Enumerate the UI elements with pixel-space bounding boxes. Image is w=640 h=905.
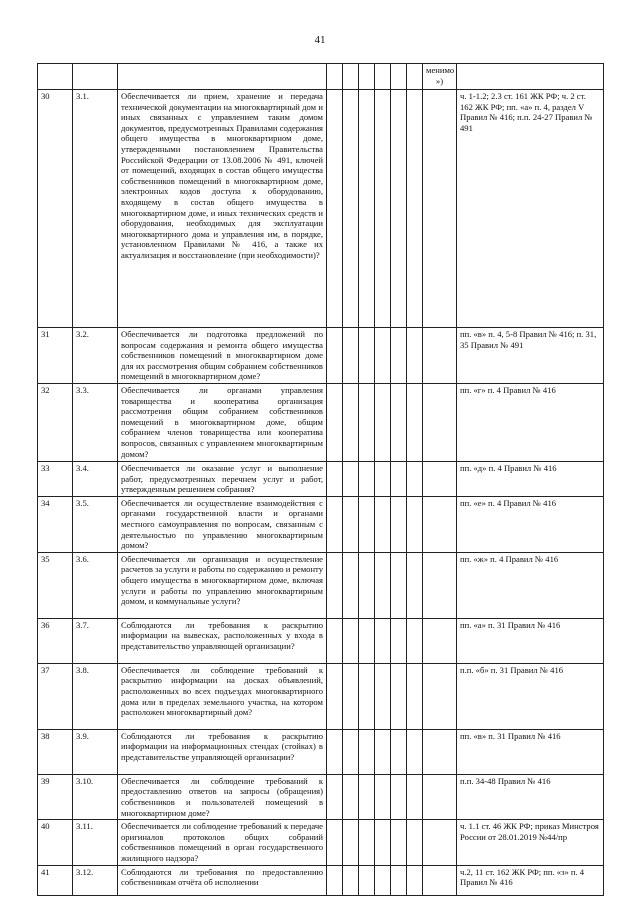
answer-cell xyxy=(391,90,407,328)
question-cell: Обеспечивается ли соблюдение требований к передаче оригиналов протоколов общих собраний собственников помещений в орган государственного жилищного надзора? xyxy=(118,820,327,865)
item-number-cell: 3.3. xyxy=(73,384,118,462)
row-number-cell: 36 xyxy=(38,618,73,663)
answer-cell xyxy=(391,618,407,663)
note-cell xyxy=(423,618,457,663)
item-number-cell: 3.4. xyxy=(73,462,118,497)
answer-cell xyxy=(391,328,407,384)
item-number-cell: 3.9. xyxy=(73,729,118,774)
table-row xyxy=(38,774,604,819)
answer-cell xyxy=(359,663,375,729)
header-note-cell: менимо ») xyxy=(423,64,457,90)
answer-cell xyxy=(391,820,407,865)
answer-cell xyxy=(407,328,423,384)
question-cell: Обеспечивается ли организация и осуществление расчетов за услуги и работы по содержанию и ремонту общего имущества в многоквартирном доме, включая услуги и работы по управлению многоквартирным домом, и коммунальные услуги? xyxy=(118,552,327,618)
table-row xyxy=(38,552,604,618)
answer-cell xyxy=(359,865,375,895)
answer-cell xyxy=(327,90,343,328)
question-cell: Обеспечивается ли подготовка предложений по вопросам содержания и ремонта общего имущества собственников помещений в многоквартирном доме для их рассмотрения общим собранием собственников помещений в многоквартирном доме? xyxy=(118,328,327,384)
reference-cell: пп. «д» п. 4 Правил № 416 xyxy=(457,462,604,497)
answer-cell xyxy=(391,865,407,895)
answer-cell xyxy=(327,384,343,462)
note-cell xyxy=(423,729,457,774)
answer-cell xyxy=(375,328,391,384)
row-number-cell: 34 xyxy=(38,496,73,552)
answer-cell xyxy=(327,774,343,819)
question-cell: Обеспечивается ли соблюдение требований к предоставлению ответов на запросы (обращения) собственников и пользователей помещений в многоквартирном доме? xyxy=(118,774,327,819)
reference-cell: пп. «е» п. 4 Правил № 416 xyxy=(457,496,604,552)
row-number-cell: 31 xyxy=(38,328,73,384)
answer-cell xyxy=(343,384,359,462)
answer-cell xyxy=(375,552,391,618)
row-number-cell: 39 xyxy=(38,774,73,819)
answer-cell xyxy=(327,552,343,618)
answer-cell xyxy=(375,865,391,895)
reference-cell: п.п. 34-48 Правил № 416 xyxy=(457,774,604,819)
row-number-cell: 40 xyxy=(38,820,73,865)
answer-cell xyxy=(407,774,423,819)
answer-cell xyxy=(407,820,423,865)
answer-cell xyxy=(407,865,423,895)
answer-cell xyxy=(407,618,423,663)
table-row xyxy=(38,462,604,497)
reference-cell: ч. 1.1 ст. 46 ЖК РФ; приказ Минстроя России от 28.01.2019 №44/пр xyxy=(457,820,604,865)
question-cell: Соблюдаются ли требования к раскрытию информации на вывесках, расположенных у входа в представительство управляющей организации? xyxy=(118,618,327,663)
note-cell xyxy=(423,90,457,328)
table-row xyxy=(38,496,604,552)
answer-cell xyxy=(375,496,391,552)
header-cell xyxy=(359,64,375,90)
item-number-cell: 3.10. xyxy=(73,774,118,819)
answer-cell xyxy=(327,729,343,774)
checklist-table xyxy=(37,63,604,896)
answer-cell xyxy=(407,384,423,462)
item-number-cell: 3.1. xyxy=(73,90,118,328)
row-number-cell: 37 xyxy=(38,663,73,729)
question-cell: Обеспечивается ли осуществление взаимодействия с органами государственной власти и органами местного самоуправления по вопросам, связанным с деятельностью по управлению многоквартирным домом? xyxy=(118,496,327,552)
note-cell xyxy=(423,552,457,618)
question-cell: Обеспечивается ли органами управления товарищества и кооператива организация рассмотрения общим собранием собственников помещений в многоквартирном доме, общим собранием членов товарищества или кооператива вопросов, связанных с управлением многоквартирным домом? xyxy=(118,384,327,462)
table-row xyxy=(38,729,604,774)
answer-cell xyxy=(391,663,407,729)
answer-cell xyxy=(391,462,407,497)
answer-cell xyxy=(327,663,343,729)
answer-cell xyxy=(359,820,375,865)
answer-cell xyxy=(375,774,391,819)
row-number-cell: 30 xyxy=(38,90,73,328)
header-cell xyxy=(375,64,391,90)
reference-cell: ч.2, 11 ст. 162 ЖК РФ; пп. «з» п. 4 Правил № 416 xyxy=(457,865,604,895)
header-cell xyxy=(343,64,359,90)
reference-cell: п.п. «б» п. 31 Правил № 416 xyxy=(457,663,604,729)
reference-cell: пп. «ж» п. 4 Правил № 416 xyxy=(457,552,604,618)
row-number-cell: 32 xyxy=(38,384,73,462)
note-cell xyxy=(423,328,457,384)
item-number-cell: 3.2. xyxy=(73,328,118,384)
table-row xyxy=(38,618,604,663)
answer-cell xyxy=(359,328,375,384)
answer-cell xyxy=(327,618,343,663)
answer-cell xyxy=(327,328,343,384)
table-row xyxy=(38,328,604,384)
answer-cell xyxy=(375,462,391,497)
answer-cell xyxy=(343,774,359,819)
answer-cell xyxy=(375,384,391,462)
note-cell xyxy=(423,865,457,895)
answer-cell xyxy=(407,462,423,497)
answer-cell xyxy=(359,496,375,552)
note-cell xyxy=(423,663,457,729)
item-number-cell: 3.8. xyxy=(73,663,118,729)
answer-cell xyxy=(391,774,407,819)
answer-cell xyxy=(359,729,375,774)
answer-cell xyxy=(359,462,375,497)
answer-cell xyxy=(327,496,343,552)
answer-cell xyxy=(375,618,391,663)
answer-cell xyxy=(343,462,359,497)
item-number-cell: 3.5. xyxy=(73,496,118,552)
row-number-cell: 38 xyxy=(38,729,73,774)
question-cell: Обеспечивается ли прием, хранение и передача технической документации на многоквартирный дом и иных связанных с управлением таким домом документов, предусмотренных Правилами содержания общего имущества в многоквартирном доме, утвержденными постановлением Правительства Российской Федерации от 13.08.2006 № 491, ключей от помещений, входящих в состав общего имущества собственников помещений в многоквартирном доме, электронных кодов доступа к оборудованию, входящему в состав общего имущества в многоквартирном доме, и иных технических средств и оборудования, необходимых для эксплуатации многоквартирного дома и управления им, в порядке, установленном Правилами № 416, а также их актуализация и восстановление (при необходимости)? xyxy=(118,90,327,328)
header-cell xyxy=(391,64,407,90)
row-number-cell: 41 xyxy=(38,865,73,895)
header-cell xyxy=(327,64,343,90)
item-number-cell: 3.11. xyxy=(73,820,118,865)
table-row xyxy=(38,90,604,328)
table-row xyxy=(38,865,604,895)
item-number-cell: 3.7. xyxy=(73,618,118,663)
table-row xyxy=(38,384,604,462)
header-cell xyxy=(457,64,604,90)
reference-cell: пп. «в» п. 4, 5-8 Правил № 416; п. 31, 35 Правил № 491 xyxy=(457,328,604,384)
answer-cell xyxy=(343,618,359,663)
note-cell xyxy=(423,496,457,552)
answer-cell xyxy=(359,384,375,462)
header-cell xyxy=(73,64,118,90)
table-row xyxy=(38,663,604,729)
row-number-cell: 33 xyxy=(38,462,73,497)
row-number-cell: 35 xyxy=(38,552,73,618)
header-cell xyxy=(118,64,327,90)
header-row xyxy=(38,64,604,90)
answer-cell xyxy=(327,462,343,497)
answer-cell xyxy=(359,90,375,328)
item-number-cell: 3.12. xyxy=(73,865,118,895)
header-cell xyxy=(407,64,423,90)
answer-cell xyxy=(359,774,375,819)
answer-cell xyxy=(407,729,423,774)
note-cell xyxy=(423,820,457,865)
item-number-cell: 3.6. xyxy=(73,552,118,618)
answer-cell xyxy=(391,496,407,552)
answer-cell xyxy=(343,865,359,895)
answer-cell xyxy=(359,552,375,618)
answer-cell xyxy=(343,663,359,729)
answer-cell xyxy=(343,496,359,552)
answer-cell xyxy=(407,496,423,552)
question-cell: Соблюдаются ли требования к раскрытию информации на информационных стендах (стойках) в представительстве управляющей организации? xyxy=(118,729,327,774)
question-cell: Соблюдаются ли требования по предоставлению собственникам отчёта об исполнении xyxy=(118,865,327,895)
reference-cell: пп. «г» п. 4 Правил № 416 xyxy=(457,384,604,462)
note-cell xyxy=(423,384,457,462)
header-cell xyxy=(38,64,73,90)
answer-cell xyxy=(407,552,423,618)
answer-cell xyxy=(375,729,391,774)
question-cell: Обеспечивается ли оказание услуг и выполнение работ, предусмотренных перечнем услуг и работ, утвержденным решением собрания? xyxy=(118,462,327,497)
reference-cell: ч. 1-1.2; 2.3 ст. 161 ЖК РФ; ч. 2 ст. 162 ЖК РФ; пп. «а» п. 4, раздел V Правил № 416; п.п. 24-27 Правил № 491 xyxy=(457,90,604,328)
answer-cell xyxy=(375,820,391,865)
answer-cell xyxy=(327,865,343,895)
answer-cell xyxy=(343,820,359,865)
answer-cell xyxy=(343,552,359,618)
answer-cell xyxy=(375,663,391,729)
note-cell xyxy=(423,774,457,819)
answer-cell xyxy=(359,618,375,663)
page-number: 41 xyxy=(314,34,326,46)
answer-cell xyxy=(343,90,359,328)
answer-cell xyxy=(407,90,423,328)
answer-cell xyxy=(343,729,359,774)
answer-cell xyxy=(407,663,423,729)
answer-cell xyxy=(391,729,407,774)
question-cell: Обеспечивается ли соблюдение требований к раскрытию информации на досках объявлений, расположенных во всех подъездах многоквартирного дома или в пределах земельного участка, на котором расположен многоквартирный дом? xyxy=(118,663,327,729)
answer-cell xyxy=(391,384,407,462)
table-row xyxy=(38,820,604,865)
answer-cell xyxy=(343,328,359,384)
reference-cell: пп. «в» п. 31 Правил № 416 xyxy=(457,729,604,774)
answer-cell xyxy=(391,552,407,618)
answer-cell xyxy=(327,820,343,865)
note-cell xyxy=(423,462,457,497)
answer-cell xyxy=(375,90,391,328)
reference-cell: пп. «а» п. 31 Правил № 416 xyxy=(457,618,604,663)
